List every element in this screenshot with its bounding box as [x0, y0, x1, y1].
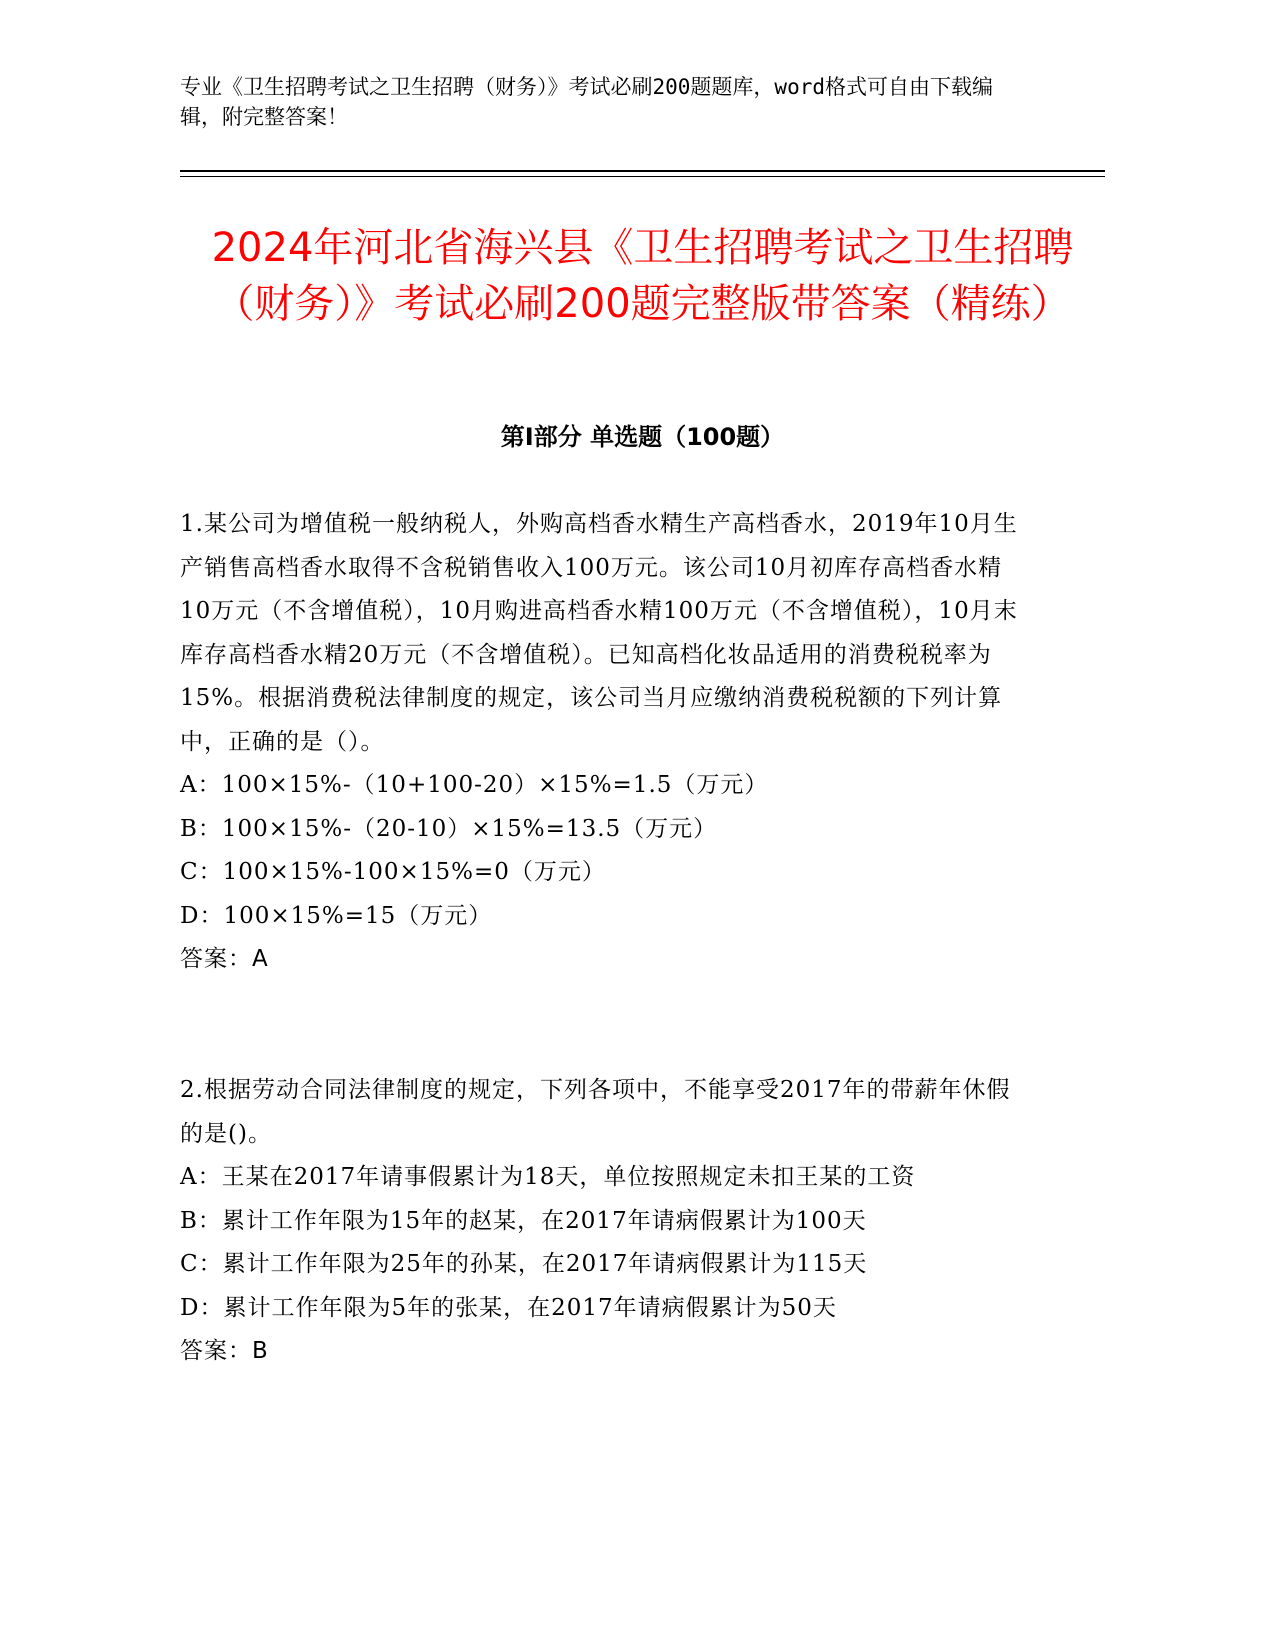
header-note: 专业《卫生招聘考试之卫生招聘（财务）》考试必刷200题题库，word格式可自由下载编辑，附完整答案！ — [180, 75, 993, 129]
option-a: A：王某在2017年请事假累计为18天，单位按照规定未扣王某的工资 — [180, 1164, 916, 1190]
section-title: 第I部分 单选题（100题） — [500, 423, 785, 451]
answer: 答案：B — [180, 1338, 269, 1364]
option-a: A：100×15%-（10+100-20）×15%=1.5（万元） — [180, 772, 769, 798]
header-divider-thick — [180, 170, 1105, 172]
option-b: B：100×15%-（20-10）×15%=13.5（万元） — [180, 815, 718, 842]
option-b: B：累计工作年限为15年的赵某，在2017年请病假累计为100天 — [180, 1207, 867, 1234]
question-stem: 1.某公司为增值税一般纳税人，外购高档香水精生产高档香水，2019年10月生产销售高档香水取得不含税销售收入100万元。该公司10月初库存高档香水精10万元（不含增值税），10月购进高档香水精100万元（不含增值税），10月末库存高档香水精20万元（不含增值税）。已知高档化妆品适用的消费税税率为15%。根据消费税法律制度的规定，该公司当月应缴纳消费税税额的下列计算中，正确的是（）。 — [180, 511, 1018, 755]
document-title: 2024年河北省海兴县《卫生招聘考试之卫生招聘（财务）》考试必刷200题完整版带答案（精练） — [211, 225, 1074, 327]
question-1 — [180, 503, 1025, 982]
document-page — [180, 0, 1105, 1650]
header-divider-thin — [180, 176, 1105, 177]
question-stem: 2.根据劳动合同法律制度的规定，下列各项中，不能享受2017年的带薪年休假的是()。 — [180, 1077, 1011, 1147]
option-d: D：累计工作年限为5年的张某，在2017年请病假累计为50天 — [180, 1294, 837, 1321]
option-c: C：100×15%-100×15%=0（万元） — [180, 859, 606, 885]
question-2 — [180, 1069, 1025, 1374]
option-d: D：100×15%=15（万元） — [180, 902, 493, 929]
option-c: C：累计工作年限为25年的孙某，在2017年请病假累计为115天 — [180, 1251, 868, 1277]
answer: 答案：A — [180, 946, 269, 972]
